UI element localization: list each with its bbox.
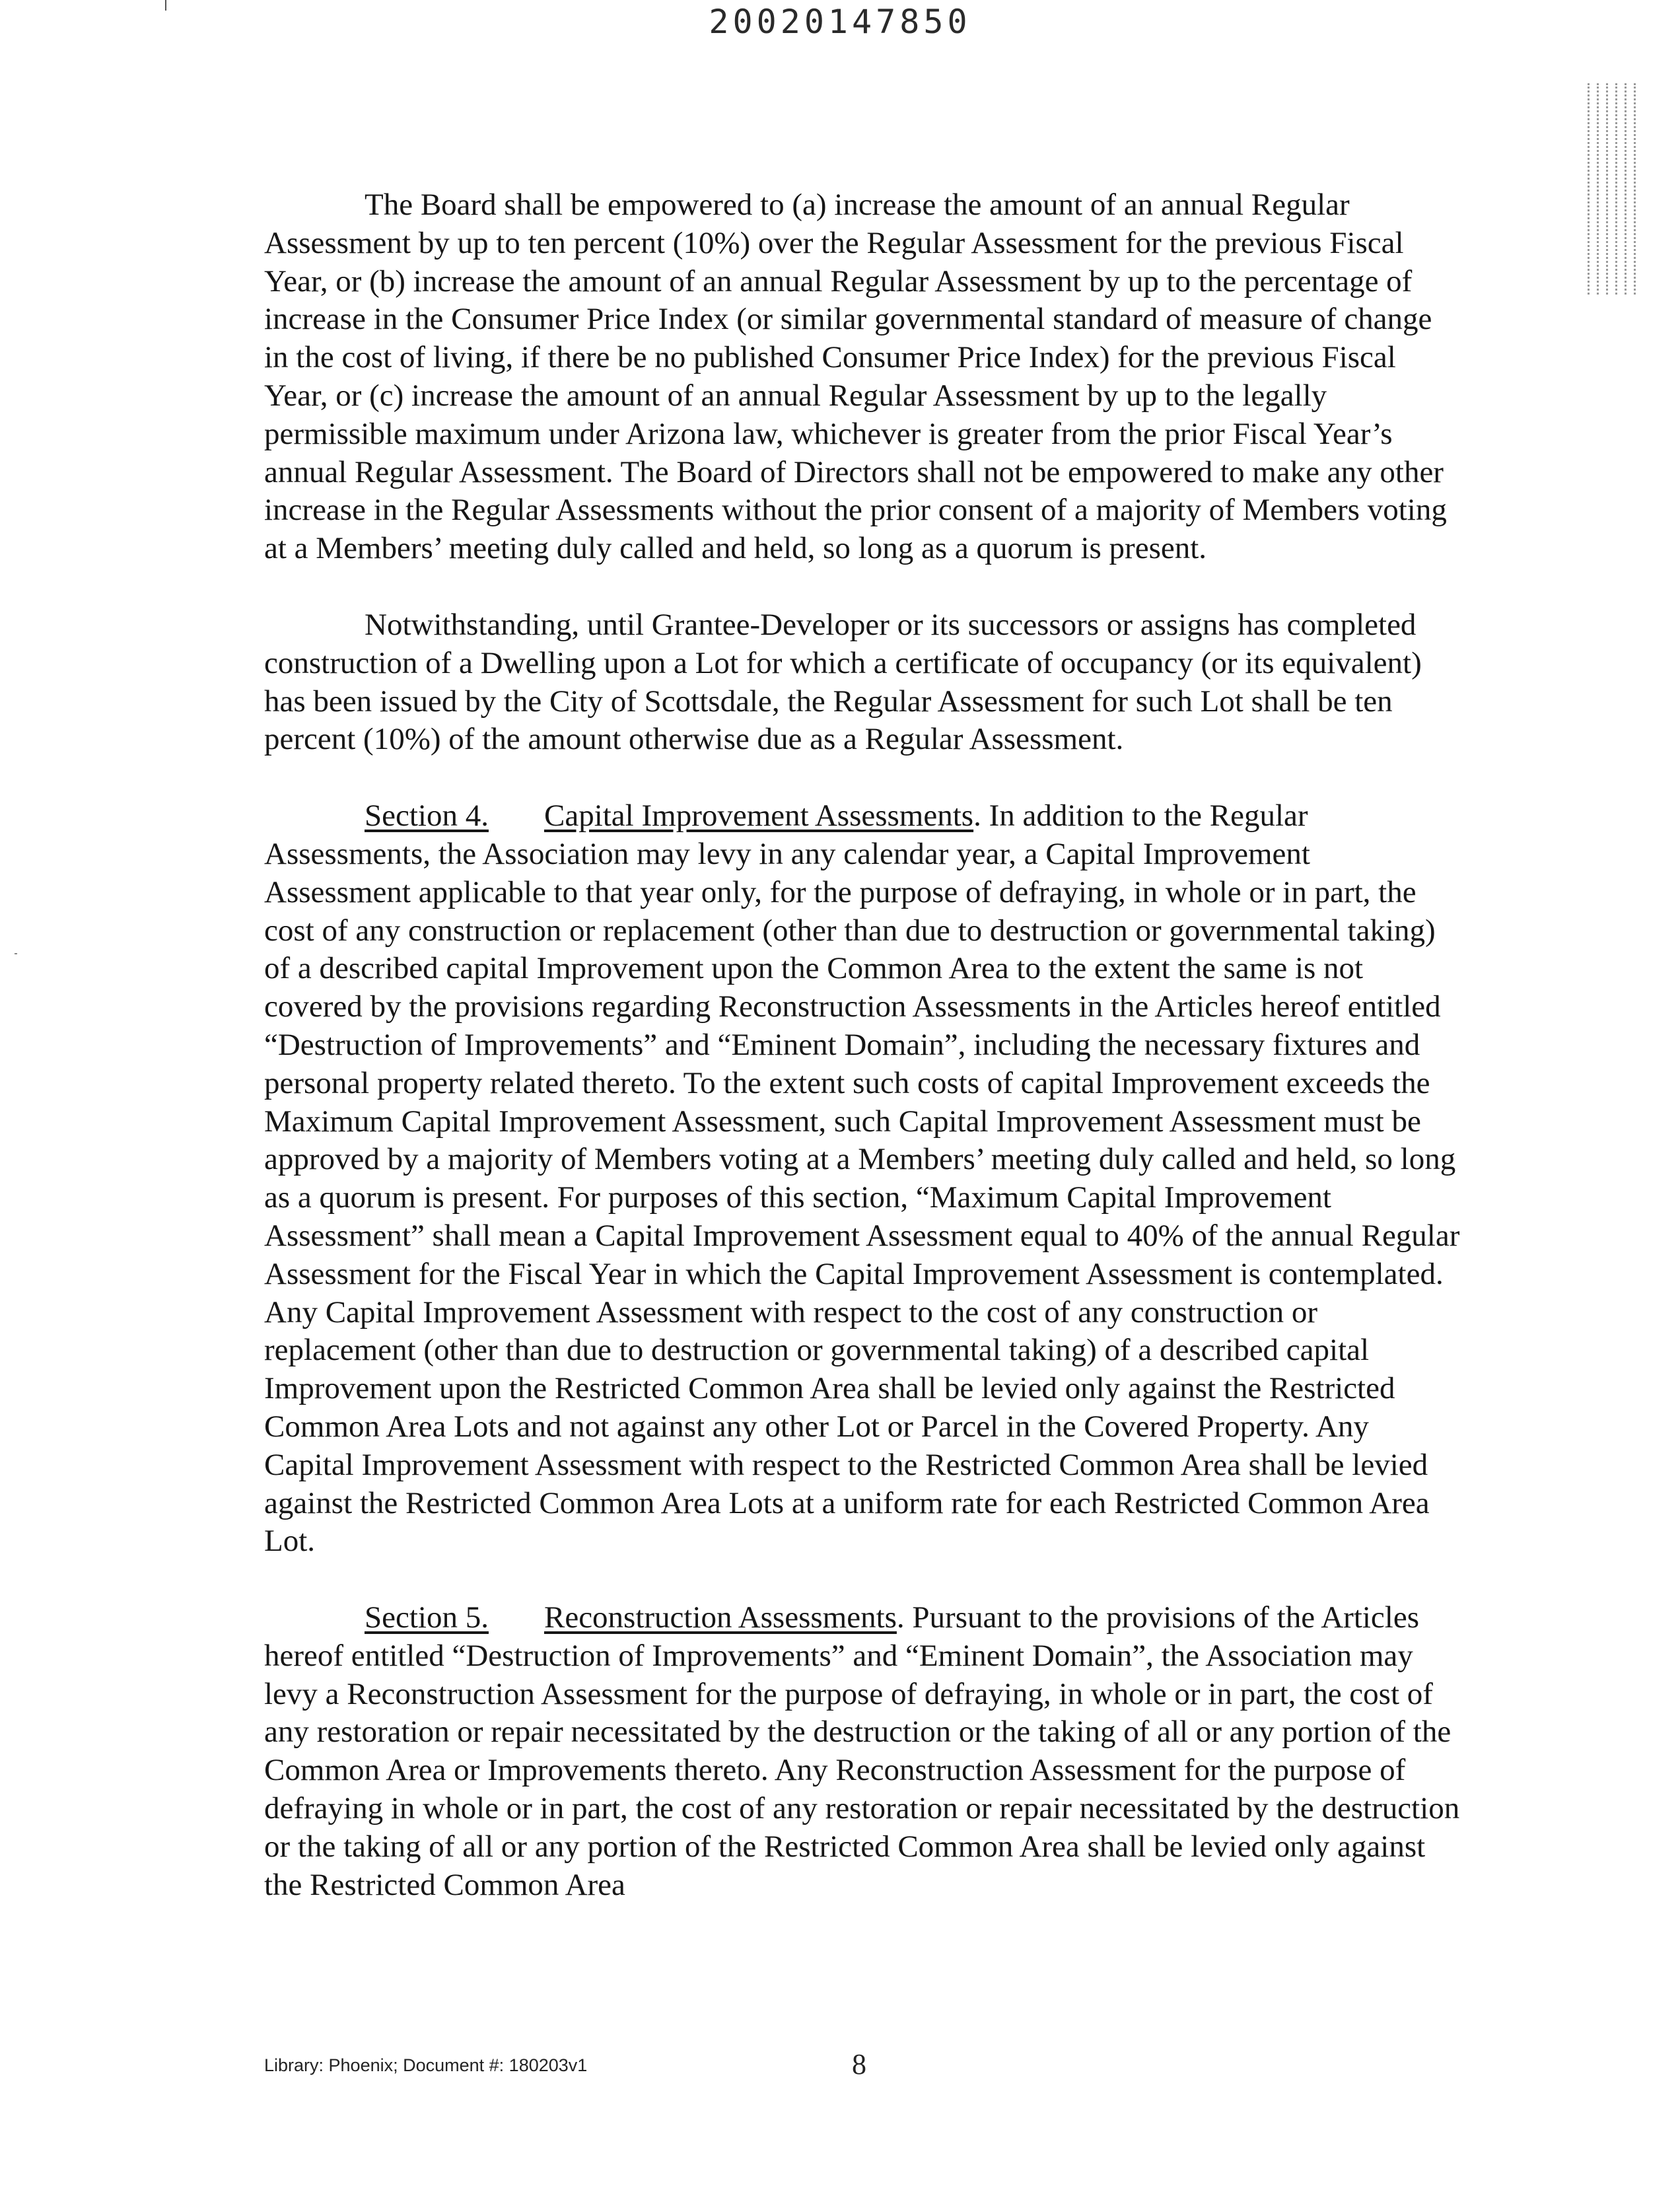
- section-number: Section 4.: [365, 798, 489, 833]
- side-recording-stamp: [1585, 83, 1636, 295]
- paragraph-assessment-increase: [264, 186, 1461, 568]
- paragraph-text: Notwithstanding, until Grantee-Developer or its successors or assigns has completed construction of a Dwelling upon a Lot for which a certificate of occupancy (or its equivalent) has been issued by the City of Scottsdale, the Regular Assessment for such Lot shall be ten percent (10%) of the amount otherwise due as a Regular Assessment.: [264, 607, 1422, 757]
- page-number: 8: [852, 2048, 866, 2080]
- footer-document-id: Library: Phoenix; Document #: 180203v1: [264, 2055, 588, 2075]
- paragraph-notwithstanding: [264, 606, 1461, 759]
- section-body: . In addition to the Regular Assessments, the Association may levy in any calendar year, a Capital Improvement Assessment applicable to that year only, for the purpose of defraying, in whole or in part, the cost of any construction or replacement (other than due to destruction or governmental taking) of a described capital Improvement upon the Common Area to the extent the same is not covered by the provisions regarding Reconstruction Assessments in the Articles hereof entitled “Destruction of Improvements” and “Eminent Domain”, including the necessary fixtures and personal property related thereto. To the extent such costs of capital Improvement exceeds the Maximum Capital Improvement Assessment, such Capital Improvement Assessment must be approved by a majority of Members voting at a Members’ meeting duly called and held, so long as a quorum is present. For purposes of this section, “Maximum Capital Improvement Assessment” shall mean a Capital Improvement Assessment equal to 40% of the annual Regular Assessment for the Fiscal Year in which the Capital Improvement Assessment is contemplated. Any Capital Improvement Assessment with respect to the cost of any construction or replacement (other than due to destruction or governmental taking) of a described capital Improvement upon the Restricted Common Area shall be levied only against the Restricted Common Area Lots and not against any other Lot or Parcel in the Covered Property. Any Capital Improvement Assessment with respect to the Restricted Common Area shall be levied against the Restricted Common Area Lots at a uniform rate for each Restricted Common Area Lot.: [264, 798, 1460, 1559]
- paragraph-text: The Board shall be empowered to (a) increase the amount of an annual Regular Assessment by up to ten percent (10%) over the Regular Assessment for the previous Fiscal Year, or (b) increase the amount of an annual Regular Assessment by up to the percentage of increase in the Consumer Price Index (or similar governmental standard of measure of change in the cost of living, if there be no published Consumer Price Index) for the previous Fiscal Year, or (c) increase the amount of an annual Regular Assessment by up to the legally permissible maximum under Arizona law, whichever is greater from the prior Fiscal Year’s annual Regular Assessment. The Board of Directors shall not be empowered to make any other increase in the Regular Assessments without the prior consent of a majority of Members voting at a Members’ meeting duly called and held, so long as a quorum is present.: [264, 188, 1447, 566]
- section-title: Capital Improvement Assessments: [543, 798, 974, 833]
- section-title: Reconstruction Assessments: [543, 1600, 897, 1635]
- scan-speck: [15, 953, 17, 954]
- section-body: . Pursuant to the provisions of the Articles hereof entitled “Destruction of Improvements” and “Eminent Domain”, the Association may levy a Reconstruction Assessment for the purpose of defraying, in whole or in part, the cost of any restoration or repair necessitated by the destruction or the taking of all or any portion of the Common Area or Improvements thereto. Any Reconstruction Assessment for the purpose of defraying in whole or in part, the cost of any restoration or repair necessitated by the destruction or the taking of all or any portion of the Restricted Common Area shall be levied only against the Restricted Common Area: [264, 1600, 1460, 1902]
- section-5: [264, 1599, 1461, 1904]
- document-body: [264, 186, 1461, 1942]
- recording-number: 20020147850: [709, 3, 971, 41]
- section-4: [264, 797, 1461, 1561]
- section-number: Section 5.: [365, 1600, 489, 1635]
